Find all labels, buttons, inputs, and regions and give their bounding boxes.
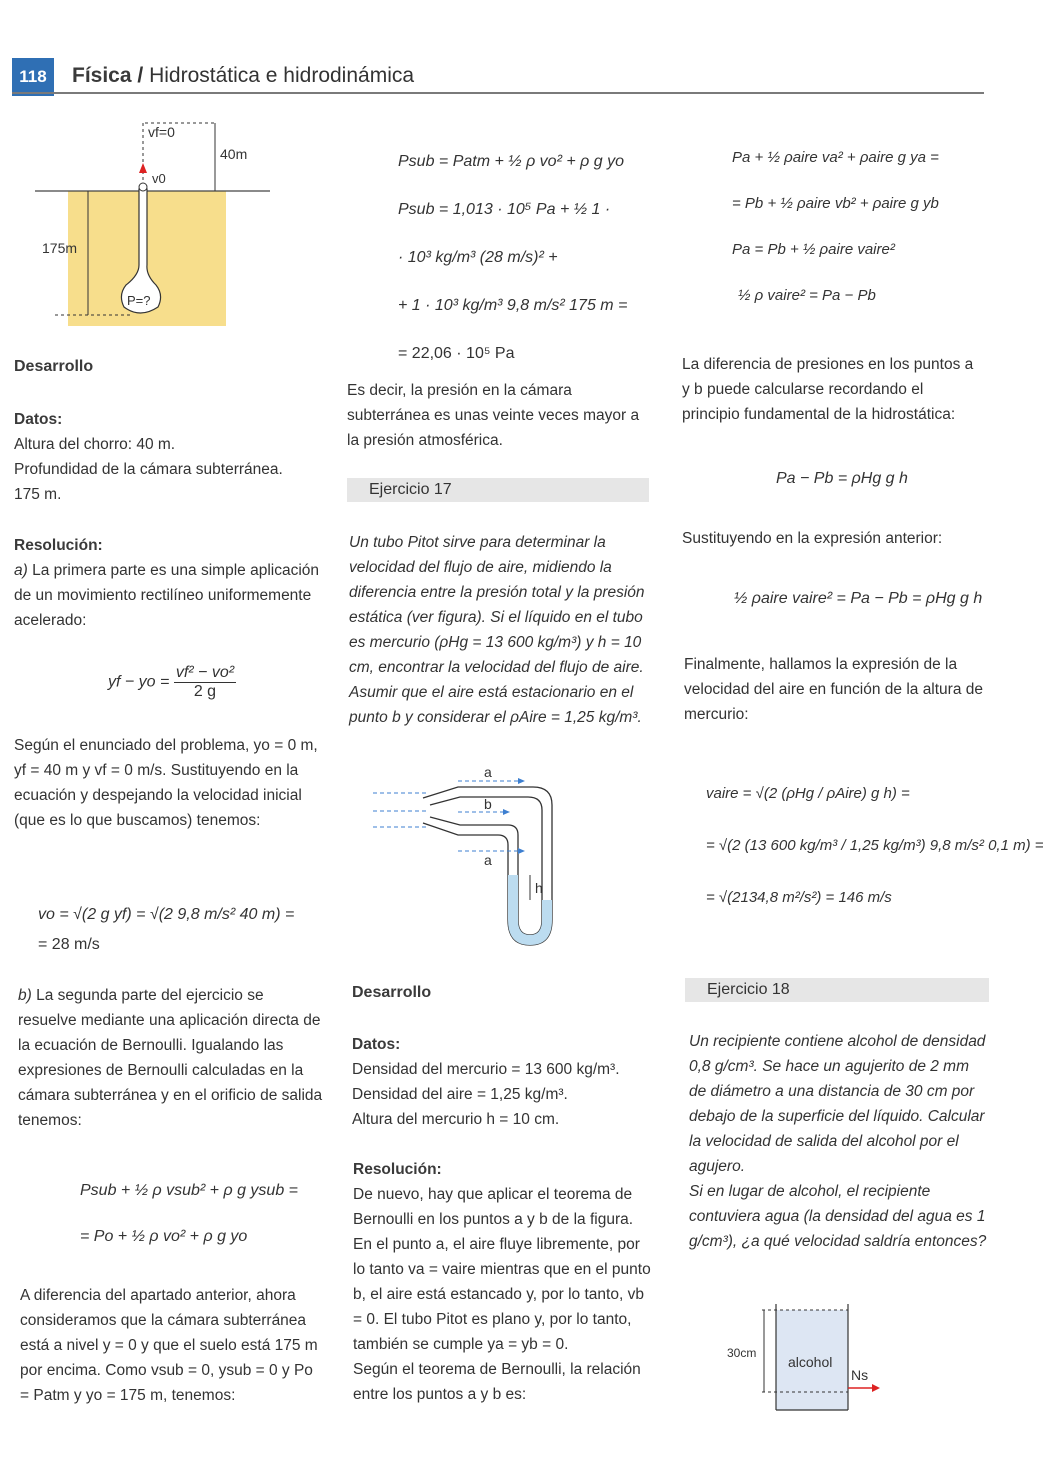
pitot-label-a-bottom: a [484, 852, 492, 868]
col2-res-text-2: Según el teorema de Bernoulli, la relación entre los puntos a y b es: [353, 1361, 641, 1403]
col1-res-b-paragraph [18, 983, 323, 1133]
col2-datos-3: Altura del mercurio h = 10 cm. [352, 1111, 560, 1128]
col2-equations [398, 138, 627, 378]
col3-eq-l4: ½ ρ vaire² = Pa − Pb [738, 287, 876, 304]
page-number-badge: 118 [12, 58, 54, 96]
orifice-circle [139, 183, 147, 191]
container-figure [722, 1300, 902, 1420]
col1-eq1-num: vf² − vo² [175, 664, 235, 681]
col2-datos-1: Densidad del mercurio = 13 600 kg/m³. [352, 1061, 620, 1078]
col1-paragraph-4 [20, 1283, 325, 1408]
col2-eq-l2: Psub = 1,013 · 10⁵ Pa + ½ 1 · [398, 201, 611, 218]
col1-desarrollo-heading: Desarrollo [14, 358, 94, 375]
col1-eq2 [38, 900, 294, 960]
col1-eq1 [108, 664, 236, 701]
outflow-arrow-icon [872, 1384, 880, 1392]
col3-eq-l1: Pa + ½ ρaire va² + ρaire g ya = [732, 149, 939, 166]
col2-paragraph-1 [347, 378, 647, 453]
col2-eq-l4: + 1 · 10³ kg/m³ 9,8 m/s² 175 m = [398, 297, 628, 314]
col3-paragraph-2 [682, 526, 982, 551]
label-depth: 175m [42, 240, 78, 256]
col1-eq3 [80, 1168, 298, 1260]
col1-res-b-text: La segunda parte del ejercicio se resuelve mediante una aplicación directa de la ecuación de Bernoulli. Igualando las expresiones de Bernoulli calculadas en la cámara subterránea y en el orificio de salida tenemos: [18, 987, 323, 1129]
col3-paragraph-3 [684, 652, 984, 727]
col2-exercise-17-text [349, 530, 649, 730]
col2-ej17-text: Un tubo Pitot sirve para determinar la velocidad del flujo de aire, midiendo la diferencia entre la presión total y la presión estática (ver figura). Si el líquido en el tubo es mercurio (ρHg = 13 600 kg/m³) y h = 10 cm, encontrar la velocidad del flujo de aire. Asumir que el aire está estacionario en el punto b y considerar el ρAire = 1,25 kg/m³. [349, 534, 645, 726]
col1-res-a-label: a) [14, 562, 28, 579]
col3-exercise-18-text [689, 1029, 989, 1254]
col1-paragraph-2 [14, 733, 324, 833]
v0-arrow-icon [139, 163, 147, 173]
header-rule [12, 92, 984, 94]
col3-p3: Finalmente, hallamos la expresión de la velocidad del aire en función de la altura de mercurio: [684, 656, 984, 723]
col2-datos [352, 1032, 652, 1132]
flow-arrow-icon [518, 778, 525, 784]
flow-arrow-icon [503, 809, 510, 815]
col3-eq-v3: = √(2134,8 m²/s²) = 146 m/s [706, 889, 892, 906]
col1-eq3-line2: = Po + ½ ρ vo² + ρ g yo [80, 1228, 248, 1245]
col1-res-a-paragraph [14, 558, 319, 633]
col1-eq1-left: yf − yo = [108, 673, 170, 691]
col1-res-b-label: b) [18, 987, 32, 1004]
col3-equations [732, 135, 939, 319]
col3-eq-l3: Pa = Pb + ½ ρaire vaire² [732, 241, 895, 258]
col1-p2: Según el enunciado del problema, yo = 0 m, yf = 40 m y vf = 0 m/s. Sustituyendo en la ecuación y despejando la velocidad inicial (que es lo que buscamos) tenemos: [14, 737, 318, 829]
col2-desarrollo-heading: Desarrollo [352, 984, 432, 1001]
pitot-tube-figure [368, 765, 608, 950]
page-header [72, 64, 414, 88]
col1-eq3-line1: Psub + ½ ρ vsub² + ρ g ysub = [80, 1182, 298, 1199]
container-label-30cm: 30cm [727, 1346, 757, 1360]
col1-resolucion-title: Resolución: [14, 537, 103, 554]
col2-p1: Es decir, la presión en la cámara subterránea es unas veinte veces mayor a la presión atmosférica. [347, 382, 640, 449]
container-label-alcohol: alcohol [788, 1354, 833, 1370]
col3-eq-v2: = √(2 (13 600 kg/m³ / 1,25 kg/m³) 9,8 m/s² 0,1 m) = [706, 837, 1044, 854]
header-subject: Física [72, 64, 132, 87]
col3-ej18-text: Un recipiente contiene alcohol de densidad 0,8 g/cm³. Se hace un agujerito de 2 mm de diámetro a una distancia de 30 cm por debajo de la superficie del líquido. Calcular la velocidad de salida del alcohol por el agujero. [689, 1033, 986, 1175]
exercise-18-header: Ejercicio 18 [685, 978, 989, 1002]
col1-eq2-line2: = 28 m/s [38, 936, 100, 953]
label-height: 40m [220, 146, 248, 162]
col3-p2: Sustituyendo en la expresión anterior: [682, 530, 943, 547]
col1-p4: A diferencia del apartado anterior, ahora consideramos que la cámara subterránea está a nivel y = 0 y que el suelo está 175 m por encima. Como vsub = 0, ysub = 0 y Po = Patm y yo = 175 m, tenemos: [20, 1287, 318, 1404]
col3-eq-sub: ½ ρaire vaire² = Pa − Pb = ρHg g h [734, 590, 983, 607]
col3-p1: La diferencia de presiones en los puntos a y b puede calcularse recordando el principio fundamental de la hidrostática: [682, 356, 974, 423]
col2-datos-title: Datos: [352, 1036, 401, 1053]
col1-datos-2: Profundidad de la cámara subterránea. [14, 461, 283, 478]
col3-paragraph-1 [682, 352, 982, 427]
col3-velocity-equations [706, 768, 1044, 924]
col2-datos-2: Densidad del aire = 1,25 kg/m³. [352, 1086, 568, 1103]
label-v0: v0 [152, 171, 166, 186]
col2-resolucion [353, 1157, 655, 1407]
container-label-ns: Ns [851, 1367, 869, 1383]
col3-ej18-text-2: Si en lugar de alcohol, el recipiente contuviera agua (la densidad del agua es 1 g/cm³), ¿a qué velocidad saldría entonces? [689, 1183, 987, 1250]
header-separator: / [137, 64, 144, 87]
flow-arrow-icon [518, 848, 525, 854]
pitot-label-a-top: a [484, 765, 492, 780]
col1-eq1-den: 2 g [193, 683, 217, 700]
col3-eq-hydro: Pa − Pb = ρHg g h [776, 470, 908, 487]
label-pressure: P=? [127, 293, 151, 308]
col2-eq-l5: = 22,06 · 10⁵ Pa [398, 345, 515, 362]
col2-resolucion-title: Resolución: [353, 1161, 442, 1178]
col1-datos-title: Datos: [14, 411, 63, 428]
header-topic: Hidrostática e hidrodinámica [149, 64, 415, 87]
col1-res-a-text: La primera parte es una simple aplicación de un movimiento rectilíneo uniformemente acelerado: [14, 562, 320, 629]
exercise-17-header: Ejercicio 17 [347, 478, 649, 502]
col1-datos-3: 175 m. [14, 486, 62, 503]
col1-datos [14, 407, 324, 507]
col1-eq2-line1: vo = √(2 g yf) = √(2 9,8 m/s² 40 m) = [38, 906, 295, 923]
col3-eq-l2: = Pb + ½ ρaire vb² + ρaire g yb [732, 195, 939, 212]
col2-eq-l1: Psub = Patm + ½ ρ vo² + ρ g yo [398, 153, 624, 170]
label-vf: vf=0 [148, 124, 175, 140]
col3-eq-v1: vaire = √(2 (ρHg / ρAire) g h) = [706, 785, 910, 802]
col2-res-text: De nuevo, hay que aplicar el teorema de Bernoulli en los puntos a y b de la figura. En el punto a, el aire fluye libremente, por lo tanto va = vaire mientras que en el punto b, el aire está estancado y, por lo tanto, vb = 0. El tubo Pitot es plano y, por lo tanto, también se cumple ya = yb = 0. [353, 1186, 651, 1353]
fountain-figure [30, 115, 280, 330]
col1-datos-1: Altura del chorro: 40 m. [14, 436, 176, 453]
col2-eq-l3: · 10³ kg/m³ (28 m/s)² + [398, 249, 558, 266]
col1-part-b [18, 983, 323, 1133]
pitot-label-b: b [484, 796, 492, 812]
col1-resolucion [14, 533, 319, 633]
pitot-label-h: h [535, 880, 543, 896]
